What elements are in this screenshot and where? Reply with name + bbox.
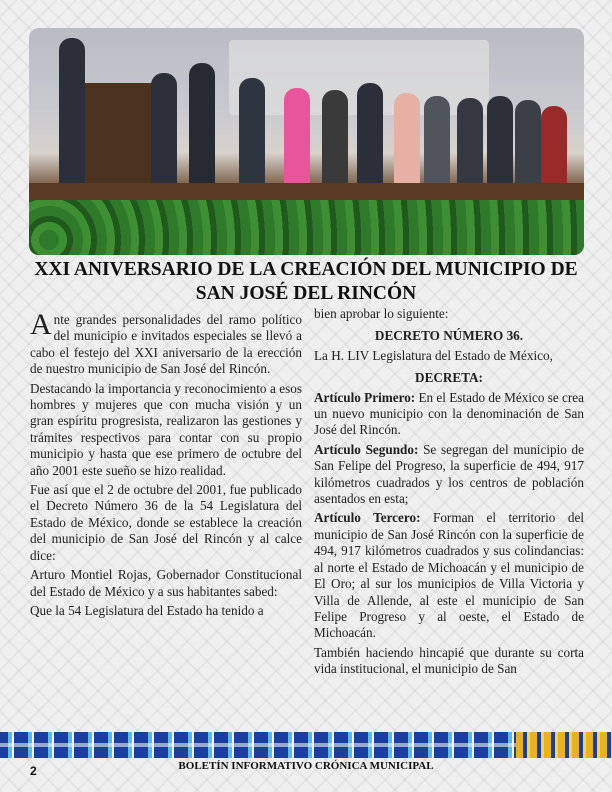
- paragraph: Fue así que el 2 de octubre del 2001, fue publicado el Decreto Número 36 de la 54 Legislatura del Estado de México, donde se establece la creación del municipio de San José del Rincón y al calce dice:: [30, 482, 302, 563]
- flower-arrangement: [29, 200, 584, 255]
- article-second: [314, 442, 584, 508]
- page-number: 2: [30, 764, 37, 778]
- paragraph: La H. LIV Legislatura del Estado de México,: [314, 347, 553, 363]
- attendee: [59, 38, 85, 188]
- article-title: XXI ANIVERSARIO DE LA CREACIÓN DEL MUNICIPIO DE SAN JOSÉ DEL RINCÓN: [34, 259, 578, 304]
- article-first: [314, 390, 584, 439]
- paragraph: Destacando la importancia y reconocimiento a esos hombres y mujeres que con mucha visión y un gran espíritu progresista, realizaron las gestiones y trámites respectivos para contar con su propio municipio y hasta que ese primero de octubre del año 2001 este sueño se hizo realidad.: [30, 380, 302, 478]
- decreta-heading: DECRETA:: [415, 370, 483, 386]
- attendee: [189, 63, 215, 188]
- article-third: [314, 510, 584, 641]
- article-text: Forman el territorio del municipio de San José Rincón con la superficie de 494, 917 kilómetros cuadrados y sus colindancias: al norte el Estado de Michoacán y el municipio de El Oro; al sur los municipios de Villa Victoria y Villa de Allende, al este el municipio de San Felipe Progreso y al oeste, el Estado de Michoacán.: [314, 510, 584, 641]
- decorative-footer-band: [0, 732, 612, 758]
- attendee: [322, 90, 348, 188]
- article-label: Artículo Segundo:: [314, 441, 419, 457]
- paragraph: Arturo Montiel Rojas, Gobernador Constitucional del Estado de México y a sus habitantes sabed:: [30, 567, 302, 599]
- paragraph: Que la 54 Legislatura del Estado ha tenido a: [30, 602, 264, 618]
- event-photo: [29, 28, 584, 255]
- attendee: [424, 96, 450, 188]
- attendee: [394, 93, 420, 188]
- attendee: [357, 83, 383, 188]
- paragraph: [30, 308, 302, 378]
- attendee: [239, 78, 265, 188]
- article-label: Artículo Primero:: [314, 389, 416, 405]
- paragraph-text: nte grandes personalidades del ramo político del municipio e invitados especiales se llevó a cabo el festejo del XXI aniversario de la erección de nuestro municipio de San José del Rincón.: [30, 312, 302, 377]
- attendee: [151, 73, 177, 188]
- attendee: [541, 106, 567, 188]
- band-accent: [516, 732, 612, 758]
- right-column: [314, 306, 584, 681]
- attendee: [457, 98, 483, 188]
- drop-cap: A: [30, 308, 52, 341]
- decree-heading: DECRETO NÚMERO 36.: [374, 328, 524, 344]
- article-text: En el Estado de México se crea un nuevo municipio con la denominación de San José del Rincón.: [314, 389, 584, 438]
- publication-name: BOLETÍN INFORMATIVO CRÓNICA MUNICIPAL: [178, 760, 434, 772]
- attendee: [515, 100, 541, 188]
- left-column: [30, 308, 302, 622]
- attendee: [487, 96, 513, 188]
- article-text: Se segregan del municipio de San Felipe del Progreso, la superficie de 494, 917 kilómetros cuadrados y los centros de población asentados en esta;: [314, 441, 584, 507]
- paragraph: También haciendo hincapié que durante su corta vida institucional, el municipio de San: [314, 644, 584, 677]
- paragraph: bien aprobar lo siguiente:: [314, 306, 449, 321]
- article-label: Artículo Tercero:: [314, 510, 421, 526]
- attendee: [284, 88, 310, 188]
